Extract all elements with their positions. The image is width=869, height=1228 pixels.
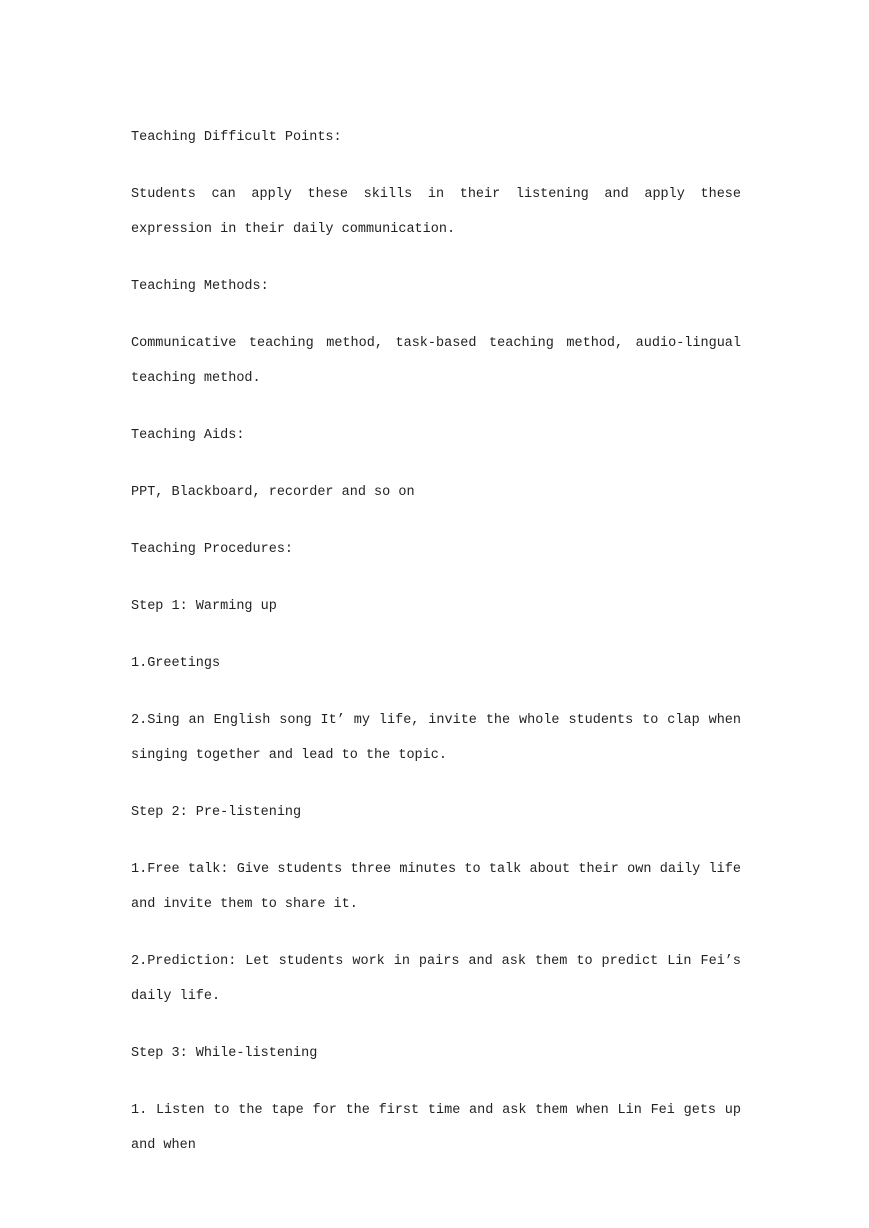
heading-teaching-aids: Teaching Aids: <box>131 428 245 443</box>
heading-difficult-points: Teaching Difficult Points: <box>131 130 342 145</box>
step-3-item-1: 1. Listen to the tape for the first time and ask them when Lin Fei gets up and when <box>131 1103 741 1153</box>
document-page <box>131 120 741 1185</box>
teaching-methods-text: Communicative teaching method, task-based teaching method, audio-lingual teaching method. <box>131 336 741 386</box>
step-2-item-1: 1.Free talk: Give students three minutes to talk about their own daily life and invite them to share it. <box>131 862 741 912</box>
step-1-item-1: 1.Greetings <box>131 656 221 671</box>
step-2-item-2: 2.Prediction: Let students work in pairs and ask them to predict Lin Fei’s daily life. <box>131 954 741 1004</box>
step-1-item-2: 2.Sing an English song It’ my life, invite the whole students to clap when singing together and lead to the topic. <box>131 713 741 763</box>
teaching-aids-text: PPT, Blackboard, recorder and so on <box>131 485 415 500</box>
step-3-heading: Step 3: While-listening <box>131 1046 318 1061</box>
step-2-heading: Step 2: Pre-listening <box>131 805 302 820</box>
heading-teaching-methods: Teaching Methods: <box>131 279 269 294</box>
difficult-points-text: Students can apply these skills in their listening and apply these expression in their daily communication. <box>131 187 741 237</box>
heading-teaching-procedures: Teaching Procedures: <box>131 542 294 557</box>
step-1-heading: Step 1: Warming up <box>131 599 277 614</box>
